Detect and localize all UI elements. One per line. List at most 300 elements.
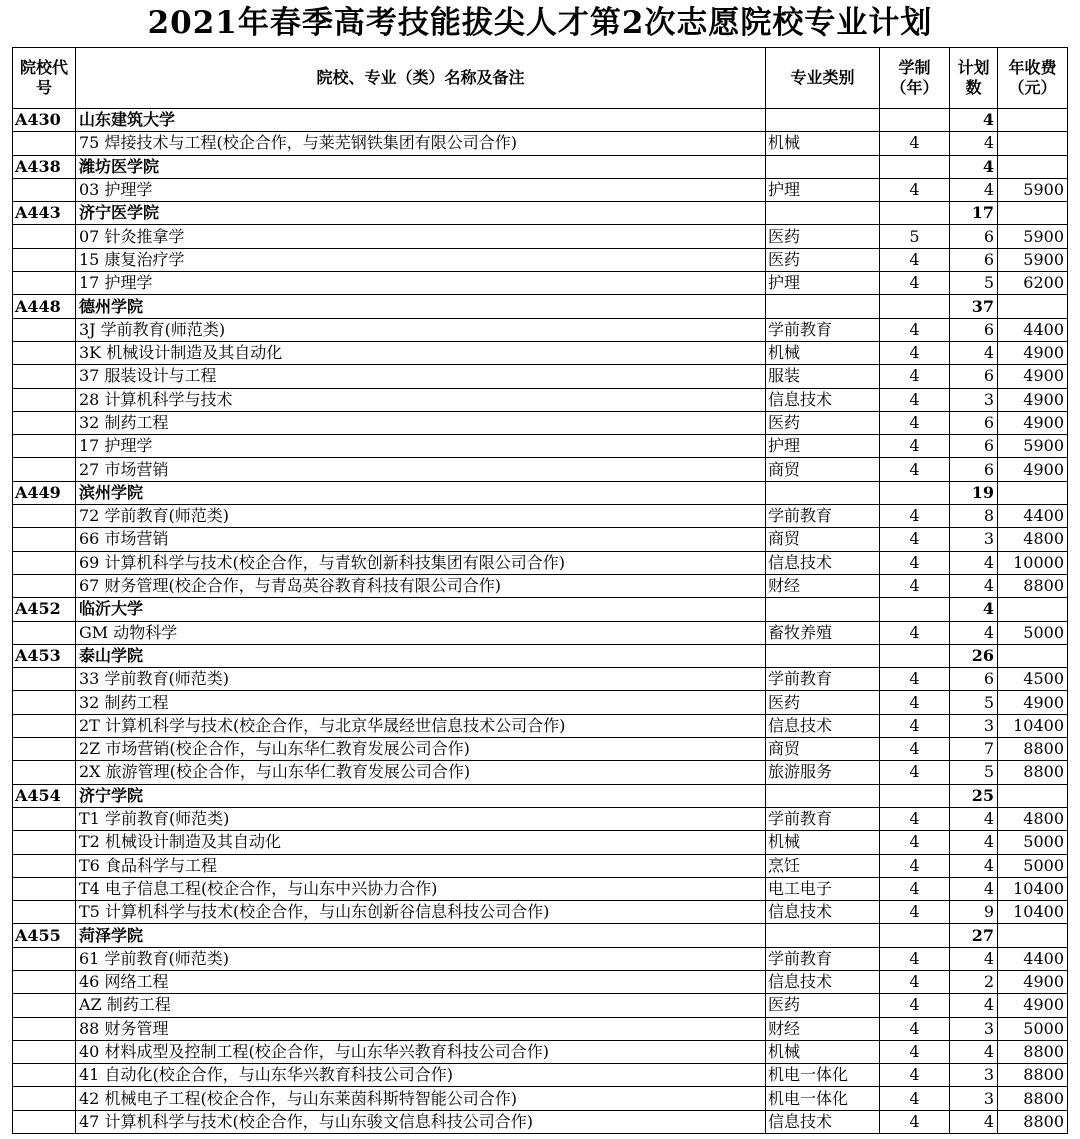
years-cell: 4 [880, 831, 950, 854]
header-name: 院校、专业（类）名称及备注 [76, 48, 766, 109]
fee-cell: 5900 [998, 178, 1068, 201]
category-cell: 医药 [766, 691, 880, 714]
name-cell: 山东建筑大学 [76, 109, 766, 132]
category-cell: 学前教育 [766, 807, 880, 830]
years-cell: 4 [880, 1087, 950, 1110]
category-cell: 医药 [766, 994, 880, 1017]
fee-cell: 5900 [998, 225, 1068, 248]
plan-count-cell: 4 [950, 831, 998, 854]
category-cell: 信息技术 [766, 901, 880, 924]
code-cell [13, 318, 76, 341]
years-cell: 4 [880, 621, 950, 644]
category-cell: 信息技术 [766, 714, 880, 737]
name-cell: 2T 计算机科学与技术(校企合作，与北京华晟经世信息技术公司合作) [76, 714, 766, 737]
plan-count-cell: 4 [950, 994, 998, 1017]
code-cell [13, 388, 76, 411]
name-cell: 德州学院 [76, 295, 766, 318]
category-cell [766, 924, 880, 947]
category-cell: 医药 [766, 248, 880, 271]
code-cell [13, 178, 76, 201]
plan-count-cell: 19 [950, 481, 998, 504]
school-row [13, 295, 1068, 318]
code-cell [13, 691, 76, 714]
plan-count-cell: 5 [950, 761, 998, 784]
code-cell: A443 [13, 202, 76, 225]
major-row [13, 807, 1068, 830]
name-cell: 2Z 市场营销(校企合作，与山东华仁教育发展公司合作) [76, 738, 766, 761]
years-cell: 4 [880, 341, 950, 364]
name-cell: 2X 旅游管理(校企合作，与山东华仁教育发展公司合作) [76, 761, 766, 784]
code-cell [13, 1017, 76, 1040]
category-cell: 财经 [766, 1017, 880, 1040]
name-cell: 潍坊医学院 [76, 155, 766, 178]
code-cell [13, 947, 76, 970]
school-row [13, 924, 1068, 947]
years-cell: 4 [880, 970, 950, 993]
plan-count-cell: 8 [950, 505, 998, 528]
fee-cell [998, 295, 1068, 318]
major-row [13, 1040, 1068, 1063]
major-row [13, 691, 1068, 714]
years-cell: 4 [880, 528, 950, 551]
plan-count-cell: 4 [950, 574, 998, 597]
name-cell: 32 制药工程 [76, 411, 766, 434]
fee-cell: 4900 [998, 388, 1068, 411]
years-cell [880, 481, 950, 504]
major-row [13, 178, 1068, 201]
fee-cell: 4800 [998, 807, 1068, 830]
major-row [13, 1064, 1068, 1087]
fee-cell [998, 202, 1068, 225]
years-cell: 4 [880, 1064, 950, 1087]
plan-count-cell: 3 [950, 714, 998, 737]
name-cell: GM 动物科学 [76, 621, 766, 644]
name-cell: 济宁医学院 [76, 202, 766, 225]
years-cell: 4 [880, 132, 950, 155]
code-cell [13, 132, 76, 155]
name-cell: 41 自动化(校企合作，与山东华兴教育科技公司合作) [76, 1064, 766, 1087]
code-cell [13, 738, 76, 761]
school-row [13, 481, 1068, 504]
name-cell: 42 机械电子工程(校企合作，与山东莱茵科斯特智能公司合作) [76, 1087, 766, 1110]
name-cell: T6 食品科学与工程 [76, 854, 766, 877]
name-cell: 济宁学院 [76, 784, 766, 807]
fee-cell: 10000 [998, 551, 1068, 574]
fee-cell: 8800 [998, 1040, 1068, 1063]
header-category: 专业类别 [766, 48, 880, 109]
major-row [13, 341, 1068, 364]
code-cell: A449 [13, 481, 76, 504]
years-cell: 4 [880, 551, 950, 574]
years-cell: 4 [880, 691, 950, 714]
name-cell: 72 学前教育(师范类) [76, 505, 766, 528]
code-cell [13, 854, 76, 877]
name-cell: 75 焊接技术与工程(校企合作，与莱芜钢铁集团有限公司合作) [76, 132, 766, 155]
years-cell: 4 [880, 411, 950, 434]
major-row [13, 551, 1068, 574]
years-cell [880, 644, 950, 667]
code-cell [13, 458, 76, 481]
name-cell: 47 计算机科学与技术(校企合作，与山东骏文信息科技公司合作) [76, 1110, 766, 1133]
plan-count-cell: 37 [950, 295, 998, 318]
plan-count-cell: 2 [950, 970, 998, 993]
category-cell: 信息技术 [766, 1110, 880, 1133]
category-cell: 商贸 [766, 528, 880, 551]
major-row [13, 435, 1068, 458]
name-cell: 28 计算机科学与技术 [76, 388, 766, 411]
major-row [13, 994, 1068, 1017]
code-cell [13, 505, 76, 528]
plan-count-cell: 4 [950, 155, 998, 178]
fee-cell: 8800 [998, 761, 1068, 784]
major-row [13, 854, 1068, 877]
years-cell: 4 [880, 1017, 950, 1040]
category-cell [766, 155, 880, 178]
school-row [13, 598, 1068, 621]
years-cell: 4 [880, 318, 950, 341]
fee-cell: 5000 [998, 1017, 1068, 1040]
plan-count-cell: 3 [950, 1064, 998, 1087]
years-cell: 4 [880, 761, 950, 784]
fee-cell: 5000 [998, 621, 1068, 644]
plan-count-cell: 5 [950, 691, 998, 714]
name-cell: 泰山学院 [76, 644, 766, 667]
name-cell: 33 学前教育(师范类) [76, 668, 766, 691]
fee-cell [998, 109, 1068, 132]
fee-cell: 4900 [998, 411, 1068, 434]
category-cell: 信息技术 [766, 388, 880, 411]
name-cell: 66 市场营销 [76, 528, 766, 551]
major-row [13, 505, 1068, 528]
major-row [13, 714, 1068, 737]
name-cell: 临沂大学 [76, 598, 766, 621]
fee-cell: 5000 [998, 854, 1068, 877]
plan-count-cell: 5 [950, 272, 998, 295]
name-cell: 88 财务管理 [76, 1017, 766, 1040]
name-cell: 69 计算机科学与技术(校企合作，与青软创新科技集团有限公司合作) [76, 551, 766, 574]
plan-count-cell: 6 [950, 411, 998, 434]
major-row [13, 528, 1068, 551]
category-cell [766, 598, 880, 621]
plan-count-cell: 4 [950, 132, 998, 155]
plan-count-cell: 4 [950, 109, 998, 132]
name-cell: 07 针灸推拿学 [76, 225, 766, 248]
years-cell: 4 [880, 505, 950, 528]
years-cell: 5 [880, 225, 950, 248]
category-cell: 医药 [766, 411, 880, 434]
plan-count-cell: 7 [950, 738, 998, 761]
plan-count-cell: 4 [950, 947, 998, 970]
years-cell: 4 [880, 435, 950, 458]
years-cell: 4 [880, 365, 950, 388]
fee-cell [998, 481, 1068, 504]
category-cell [766, 295, 880, 318]
major-row [13, 738, 1068, 761]
years-cell [880, 784, 950, 807]
category-cell: 机电一体化 [766, 1087, 880, 1110]
code-cell [13, 621, 76, 644]
major-row [13, 947, 1068, 970]
major-row [13, 388, 1068, 411]
category-cell [766, 109, 880, 132]
category-cell: 电工电子 [766, 877, 880, 900]
category-cell [766, 202, 880, 225]
header-code: 院校代号 [13, 48, 76, 109]
major-row [13, 668, 1068, 691]
enrollment-plan-table [12, 47, 1068, 1134]
code-cell: A453 [13, 644, 76, 667]
fee-cell: 8800 [998, 738, 1068, 761]
plan-count-cell: 4 [950, 1110, 998, 1133]
years-cell: 4 [880, 458, 950, 481]
major-row [13, 1017, 1068, 1040]
school-row [13, 109, 1068, 132]
code-cell [13, 714, 76, 737]
major-row [13, 877, 1068, 900]
plan-count-cell: 26 [950, 644, 998, 667]
category-cell: 信息技术 [766, 970, 880, 993]
school-row [13, 644, 1068, 667]
header-plan: 计划数 [950, 48, 998, 109]
name-cell: 03 护理学 [76, 178, 766, 201]
fee-cell: 4400 [998, 947, 1068, 970]
plan-count-cell: 3 [950, 388, 998, 411]
major-row [13, 365, 1068, 388]
fee-cell: 10400 [998, 877, 1068, 900]
years-cell: 4 [880, 178, 950, 201]
plan-count-cell: 6 [950, 435, 998, 458]
code-cell [13, 901, 76, 924]
plan-count-cell: 4 [950, 621, 998, 644]
name-cell: 菏泽学院 [76, 924, 766, 947]
plan-count-cell: 3 [950, 1087, 998, 1110]
major-row [13, 1087, 1068, 1110]
fee-cell: 4800 [998, 528, 1068, 551]
category-cell [766, 644, 880, 667]
code-cell: A455 [13, 924, 76, 947]
years-cell: 4 [880, 738, 950, 761]
plan-count-cell: 6 [950, 458, 998, 481]
page-title: 2021年春季高考技能拔尖人才第2次志愿院校专业计划 [147, 5, 933, 41]
plan-count-cell: 4 [950, 598, 998, 621]
fee-cell: 10400 [998, 714, 1068, 737]
category-cell: 旅游服务 [766, 761, 880, 784]
name-cell: T1 学前教育(师范类) [76, 807, 766, 830]
category-cell: 服装 [766, 365, 880, 388]
school-row [13, 202, 1068, 225]
years-cell: 4 [880, 877, 950, 900]
category-cell: 烹饪 [766, 854, 880, 877]
plan-count-cell: 4 [950, 341, 998, 364]
category-cell: 商贸 [766, 738, 880, 761]
code-cell [13, 248, 76, 271]
name-cell: 61 学前教育(师范类) [76, 947, 766, 970]
category-cell [766, 481, 880, 504]
fee-cell [998, 784, 1068, 807]
fee-cell: 8800 [998, 574, 1068, 597]
code-cell [13, 761, 76, 784]
years-cell [880, 924, 950, 947]
major-row [13, 272, 1068, 295]
name-cell: 17 护理学 [76, 272, 766, 295]
category-cell: 机械 [766, 132, 880, 155]
code-cell [13, 970, 76, 993]
years-cell [880, 202, 950, 225]
code-cell: A454 [13, 784, 76, 807]
name-cell: 40 材料成型及控制工程(校企合作，与山东华兴教育科技公司合作) [76, 1040, 766, 1063]
category-cell [766, 784, 880, 807]
category-cell: 护理 [766, 435, 880, 458]
plan-count-cell: 6 [950, 318, 998, 341]
school-row [13, 155, 1068, 178]
name-cell: 37 服装设计与工程 [76, 365, 766, 388]
code-cell [13, 272, 76, 295]
category-cell: 畜牧养殖 [766, 621, 880, 644]
fee-cell: 4400 [998, 318, 1068, 341]
plan-count-cell: 9 [950, 901, 998, 924]
code-cell [13, 574, 76, 597]
code-cell [13, 668, 76, 691]
major-row [13, 574, 1068, 597]
name-cell: T5 计算机科学与技术(校企合作，与山东创新谷信息科技公司合作) [76, 901, 766, 924]
name-cell: 15 康复治疗学 [76, 248, 766, 271]
category-cell: 学前教育 [766, 318, 880, 341]
fee-cell: 4900 [998, 458, 1068, 481]
code-cell [13, 877, 76, 900]
years-cell: 4 [880, 807, 950, 830]
category-cell: 商贸 [766, 458, 880, 481]
code-cell [13, 411, 76, 434]
major-row [13, 831, 1068, 854]
fee-cell [998, 644, 1068, 667]
fee-cell: 4900 [998, 970, 1068, 993]
plan-count-cell: 3 [950, 1017, 998, 1040]
name-cell: 67 财务管理(校企合作，与青岛英谷教育科技有限公司合作) [76, 574, 766, 597]
fee-cell: 5000 [998, 831, 1068, 854]
fee-cell: 10400 [998, 901, 1068, 924]
code-cell [13, 1040, 76, 1063]
plan-count-cell: 3 [950, 528, 998, 551]
fee-cell: 4900 [998, 365, 1068, 388]
plan-count-cell: 4 [950, 551, 998, 574]
years-cell: 4 [880, 668, 950, 691]
code-cell [13, 528, 76, 551]
major-row [13, 621, 1068, 644]
code-cell: A438 [13, 155, 76, 178]
fee-cell: 4900 [998, 994, 1068, 1017]
code-cell [13, 551, 76, 574]
fee-cell: 8800 [998, 1064, 1068, 1087]
years-cell [880, 295, 950, 318]
category-cell: 机械 [766, 831, 880, 854]
major-row [13, 970, 1068, 993]
major-row [13, 225, 1068, 248]
plan-count-cell: 6 [950, 668, 998, 691]
code-cell [13, 341, 76, 364]
years-cell: 4 [880, 1040, 950, 1063]
code-cell [13, 1110, 76, 1133]
plan-count-cell: 4 [950, 807, 998, 830]
name-cell: 3K 机械设计制造及其自动化 [76, 341, 766, 364]
name-cell: T2 机械设计制造及其自动化 [76, 831, 766, 854]
fee-cell: 4900 [998, 691, 1068, 714]
years-cell: 4 [880, 574, 950, 597]
plan-count-cell: 27 [950, 924, 998, 947]
name-cell: 27 市场营销 [76, 458, 766, 481]
category-cell: 学前教育 [766, 947, 880, 970]
fee-cell: 8800 [998, 1110, 1068, 1133]
years-cell [880, 598, 950, 621]
plan-count-cell: 4 [950, 854, 998, 877]
fee-cell [998, 598, 1068, 621]
category-cell: 机电一体化 [766, 1064, 880, 1087]
category-cell: 医药 [766, 225, 880, 248]
plan-count-cell: 4 [950, 178, 998, 201]
plan-count-cell: 6 [950, 365, 998, 388]
years-cell: 4 [880, 854, 950, 877]
school-row [13, 784, 1068, 807]
name-cell: 滨州学院 [76, 481, 766, 504]
category-cell: 学前教育 [766, 668, 880, 691]
fee-cell [998, 155, 1068, 178]
code-cell [13, 1064, 76, 1087]
plan-count-cell: 25 [950, 784, 998, 807]
major-row [13, 411, 1068, 434]
code-cell: A430 [13, 109, 76, 132]
table-header-row [13, 48, 1068, 109]
fee-cell [998, 132, 1068, 155]
major-row [13, 248, 1068, 271]
code-cell: A452 [13, 598, 76, 621]
major-row [13, 1110, 1068, 1133]
code-cell [13, 994, 76, 1017]
years-cell: 4 [880, 1110, 950, 1133]
name-cell: T4 电子信息工程(校企合作，与山东中兴协力合作) [76, 877, 766, 900]
fee-cell: 5900 [998, 435, 1068, 458]
major-row [13, 761, 1068, 784]
fee-cell: 4500 [998, 668, 1068, 691]
fee-cell: 4400 [998, 505, 1068, 528]
plan-count-cell: 4 [950, 877, 998, 900]
category-cell: 学前教育 [766, 505, 880, 528]
code-cell [13, 435, 76, 458]
name-cell: 46 网络工程 [76, 970, 766, 993]
plan-count-cell: 6 [950, 225, 998, 248]
plan-count-cell: 17 [950, 202, 998, 225]
years-cell: 4 [880, 994, 950, 1017]
major-row [13, 132, 1068, 155]
years-cell: 4 [880, 272, 950, 295]
header-years: 学制（年） [880, 48, 950, 109]
years-cell: 4 [880, 388, 950, 411]
years-cell: 4 [880, 714, 950, 737]
major-row [13, 318, 1068, 341]
category-cell: 护理 [766, 272, 880, 295]
name-cell: 17 护理学 [76, 435, 766, 458]
name-cell: 32 制药工程 [76, 691, 766, 714]
years-cell [880, 155, 950, 178]
category-cell: 机械 [766, 341, 880, 364]
major-row [13, 901, 1068, 924]
code-cell [13, 225, 76, 248]
name-cell: 3J 学前教育(师范类) [76, 318, 766, 341]
category-cell: 财经 [766, 574, 880, 597]
code-cell [13, 807, 76, 830]
fee-cell: 6200 [998, 272, 1068, 295]
plan-count-cell: 4 [950, 1040, 998, 1063]
header-fee: 年收费（元） [998, 48, 1068, 109]
code-cell [13, 831, 76, 854]
